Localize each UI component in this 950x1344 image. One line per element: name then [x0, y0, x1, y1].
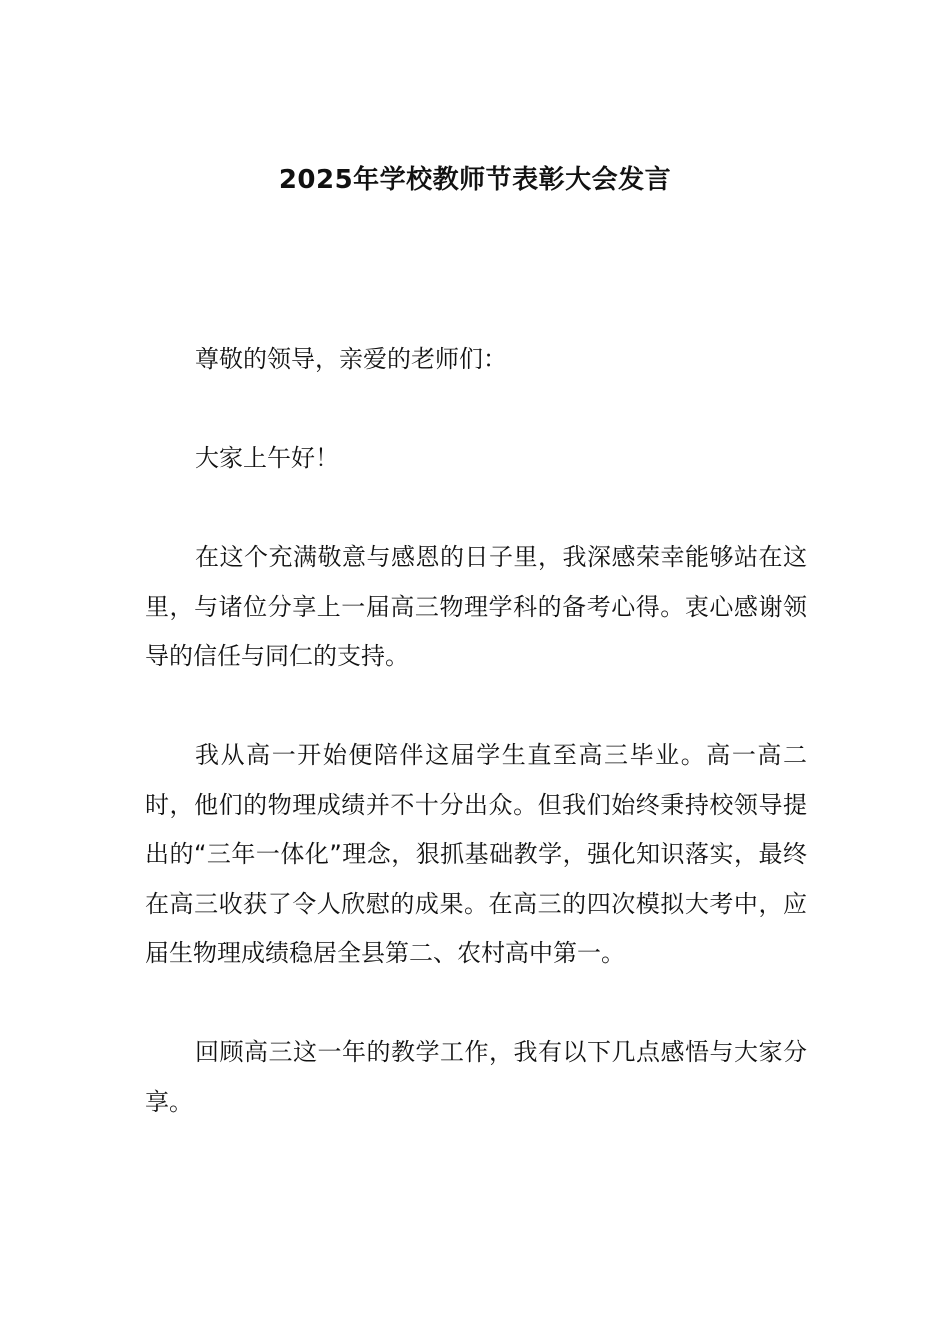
paragraph-gratitude: 在这个充满敬意与感恩的日子里，我深感荣幸能够站在这里，与诸位分享上一届高三物理学科的备考心得。衷心感谢领导的信任与同仁的支持。	[145, 543, 807, 670]
paragraph-greeting: 尊敬的领导，亲爱的老师们：	[195, 345, 507, 373]
document-title: 2025年学校教师节表彰大会发言	[278, 165, 672, 195]
paragraph-experience: 我从高一开始便陪伴这届学生直至高三毕业。高一高二时，他们的物理成绩并不十分出众。但我们始终秉持校领导提出的“三年一体化”理念，狠抓基础教学，强化知识落实，最终在高三收获了令人欣慰的成果。在高三的四次模拟大考中，应届生物理成绩稳居全县第二、农村高中第一。	[145, 741, 807, 967]
paragraph-salutation: 大家上午好！	[195, 444, 339, 472]
document-body	[145, 335, 807, 1177]
paragraph-reflection: 回顾高三这一年的教学工作，我有以下几点感悟与大家分享。	[145, 1038, 807, 1116]
